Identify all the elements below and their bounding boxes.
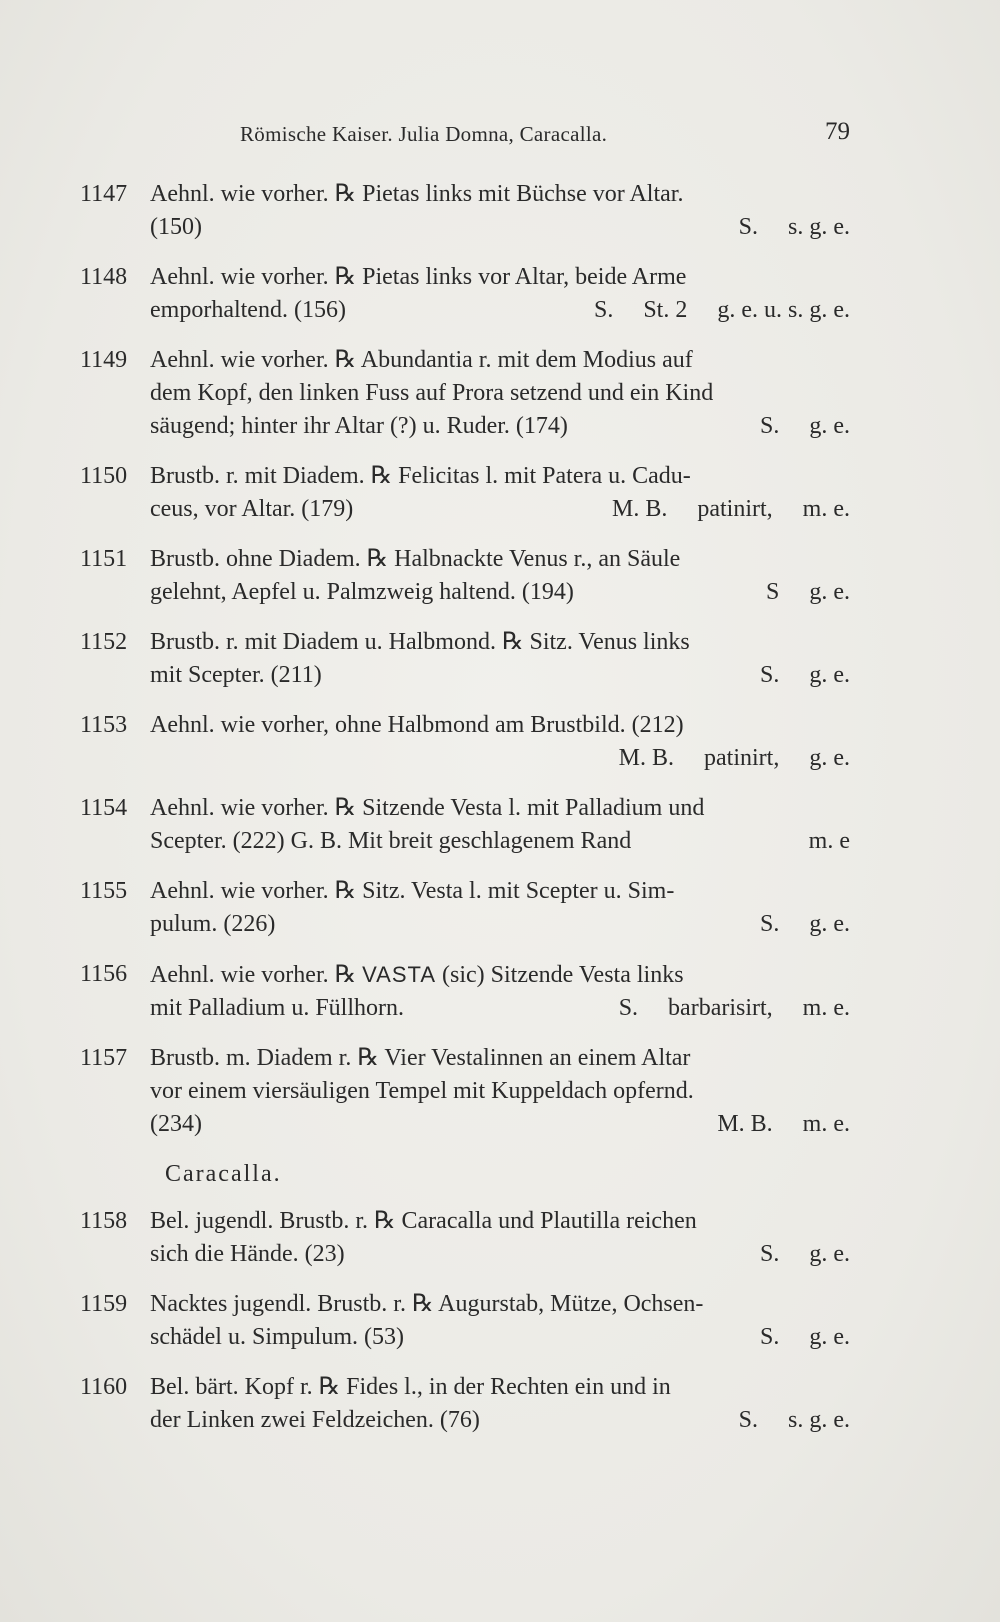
entry-list-caracalla	[80, 1205, 850, 1437]
entry-description	[150, 1288, 850, 1354]
entry-line	[150, 294, 850, 327]
entry-description	[150, 261, 850, 327]
entry-line-text: Brustb. m. Diadem r. ℞ Vier Vestalinnen an einem Altar	[150, 1045, 691, 1071]
entry-line	[150, 1238, 850, 1271]
entry-line	[150, 958, 850, 992]
entry-line	[150, 792, 850, 825]
entry-line-text: Aehnl. wie vorher. ℞ Sitz. Vesta l. mit Scepter u. Sim-	[150, 878, 675, 904]
entry-line-text: pulum. (226)	[150, 911, 276, 937]
entry-line	[150, 1321, 850, 1354]
entry-line-text: (234)	[150, 1111, 202, 1137]
entry-attributes	[594, 294, 850, 327]
entry-number: 1150	[80, 463, 128, 489]
entry-attributes	[619, 742, 850, 775]
entry-line	[150, 709, 850, 742]
entry-attribute: M. B.	[611, 496, 668, 522]
entry-description	[150, 958, 850, 1025]
entry-number: 1158	[80, 1208, 128, 1234]
section-heading: Caracalla.	[165, 1161, 282, 1187]
entry-number: 1147	[80, 181, 128, 207]
entry-text-part: (sic) Sitzende Vesta links	[442, 962, 684, 988]
entry-line-text: der Linken zwei Feldzeichen. (76)	[150, 1407, 480, 1433]
entry-description	[150, 178, 850, 244]
entry-attributes	[760, 410, 850, 443]
entry-attribute: patinirt,	[697, 496, 773, 522]
entry-attribute: s. g. e.	[788, 1407, 850, 1433]
entry-attribute: s. g. e.	[788, 214, 850, 240]
entry-line-text	[150, 958, 684, 992]
entry-line-text: schädel u. Simpulum. (53)	[150, 1324, 404, 1350]
entry-attribute: m. e	[808, 828, 850, 854]
entry-number: 1156	[80, 961, 128, 987]
entry-line-text: mit Scepter. (211)	[150, 662, 322, 688]
entry-line-text: Aehnl. wie vorher. ℞ Pietas links vor Altar, beide Arme	[150, 264, 687, 290]
entry-number: 1152	[80, 629, 128, 655]
catalog-content	[80, 178, 850, 1454]
entry-number: 1155	[80, 878, 128, 904]
entry-description	[150, 1042, 850, 1141]
entry-line	[150, 1288, 850, 1321]
entry-attributes	[760, 659, 850, 692]
catalog-entry	[80, 875, 850, 941]
entry-attributes	[619, 992, 850, 1025]
entry-line	[150, 1075, 850, 1108]
entry-attributes	[612, 493, 850, 526]
entry-line-text: Brustb. r. mit Diadem u. Halbmond. ℞ Sitz. Venus links	[150, 629, 690, 655]
page-number: 79	[825, 118, 850, 145]
entry-attribute: g. e.	[809, 579, 850, 605]
entry-description	[150, 1205, 850, 1271]
entry-line-text: ceus, vor Altar. (179)	[150, 496, 354, 522]
entry-attributes	[809, 825, 850, 858]
catalog-entry	[80, 1205, 850, 1271]
catalog-entry	[80, 792, 850, 858]
entry-line	[150, 825, 850, 858]
catalog-entry	[80, 958, 850, 1025]
entry-line-text: gelehnt, Aepfel u. Palmzweig haltend. (194)	[150, 579, 574, 605]
entry-attributes	[760, 1238, 850, 1271]
entry-description	[150, 460, 850, 526]
entry-line	[150, 543, 850, 576]
catalog-entry	[80, 178, 850, 244]
entry-line	[150, 493, 850, 526]
entry-number: 1157	[80, 1045, 128, 1071]
entry-line	[150, 659, 850, 692]
entry-attribute: S.	[759, 413, 780, 439]
entry-attribute: g. e.	[809, 1241, 850, 1267]
entry-line	[150, 875, 850, 908]
entry-attribute: S.	[738, 1407, 758, 1433]
entry-attribute: g. e.	[809, 1324, 850, 1350]
entry-attribute: S.	[759, 1324, 780, 1350]
entry-attribute: S.	[618, 995, 639, 1021]
entry-attribute: S.	[759, 911, 780, 937]
entry-attributes	[760, 908, 850, 941]
entry-number: 1160	[80, 1374, 128, 1400]
entry-line	[150, 1108, 850, 1141]
entry-attribute: M. B.	[717, 1111, 773, 1137]
entry-number: 1151	[80, 546, 128, 572]
entry-line-text: Aehnl. wie vorher. ℞ Sitzende Vesta l. mit Palladium und	[150, 795, 705, 821]
entry-line-text: Bel. bärt. Kopf r. ℞ Fides l., in der Rechten ein und in	[150, 1374, 671, 1400]
entry-attribute: patinirt,	[704, 745, 780, 771]
entry-line	[150, 460, 850, 493]
catalog-entry	[80, 709, 850, 775]
entry-line-text: Aehnl. wie vorher. ℞ Pietas links mit Büchse vor Altar.	[150, 181, 684, 207]
entry-attribute: g. e.	[809, 745, 850, 771]
entry-attributes	[739, 1404, 850, 1437]
entry-description	[150, 792, 850, 858]
catalog-entry	[80, 626, 850, 692]
entry-attributes	[717, 1108, 850, 1141]
entry-text-part: Aehnl. wie vorher. ℞	[150, 962, 357, 988]
catalog-entry	[80, 460, 850, 526]
entry-line-text: säugend; hinter ihr Altar (?) u. Ruder. (174)	[150, 413, 568, 439]
entry-number: 1153	[80, 712, 128, 738]
entry-description	[150, 709, 850, 775]
catalog-entry	[80, 543, 850, 609]
catalog-entry	[80, 261, 850, 327]
catalog-entry	[80, 1042, 850, 1141]
entry-attribute: S.	[759, 662, 780, 688]
entry-line	[150, 211, 850, 244]
entry-line	[150, 908, 850, 941]
entry-line-text: Nacktes jugendl. Brustb. r. ℞ Augurstab, Mütze, Ochsen-	[150, 1291, 704, 1317]
entry-line-text: Bel. jugendl. Brustb. r. ℞ Caracalla und Plautilla reichen	[150, 1208, 697, 1234]
entry-attribute: S	[765, 579, 780, 605]
entry-attribute: m. e.	[802, 496, 850, 522]
entry-line-text: Brustb. r. mit Diadem. ℞ Felicitas l. mit Patera u. Cadu-	[150, 463, 691, 489]
entry-line-text: Brustb. ohne Diadem. ℞ Halbnackte Venus r., an Säule	[150, 546, 681, 572]
entry-line	[150, 1404, 850, 1437]
entry-line-text: mit Palladium u. Füllhorn.	[150, 995, 405, 1021]
entry-attributes	[760, 1321, 850, 1354]
entry-description	[150, 543, 850, 609]
entry-line	[150, 261, 850, 294]
entry-line	[150, 377, 850, 410]
entry-list-julia-domna	[80, 178, 850, 1141]
entry-line-text: (150)	[150, 214, 202, 240]
entry-line	[150, 178, 850, 211]
entry-attribute: S.	[593, 297, 614, 323]
entry-description	[150, 1371, 850, 1437]
entry-attributes	[739, 211, 850, 244]
entry-attribute: g. e.	[809, 413, 850, 439]
page-header	[80, 118, 850, 158]
entry-number: 1159	[80, 1291, 128, 1317]
entry-attribute: g. e.	[809, 911, 850, 937]
entry-line-text: Scepter. (222) G. B. Mit breit geschlagenem Rand	[150, 828, 632, 854]
entry-line	[150, 626, 850, 659]
entry-attribute: M. B.	[618, 745, 675, 771]
entry-attribute: barbarisirt,	[668, 995, 773, 1021]
entry-attribute: S.	[738, 214, 758, 240]
running-head: Römische Kaiser. Julia Domna, Caracalla.	[240, 122, 608, 146]
entry-description	[150, 875, 850, 941]
entry-attributes	[766, 576, 850, 609]
entry-line	[150, 410, 850, 443]
entry-number: 1154	[80, 795, 128, 821]
entry-line	[150, 1205, 850, 1238]
entry-attribute: m. e.	[802, 995, 850, 1021]
legend-capitals: VASTA	[362, 962, 437, 987]
catalog-entry	[80, 1371, 850, 1437]
entry-number: 1149	[80, 347, 128, 373]
entry-description	[150, 344, 850, 443]
entry-line-text: Aehnl. wie vorher, ohne Halbmond am Brustbild. (212)	[150, 712, 684, 738]
entry-line	[150, 1042, 850, 1075]
entry-attribute: St. 2	[643, 297, 688, 323]
entry-line	[150, 992, 850, 1025]
entry-attribute: m. e.	[802, 1111, 850, 1137]
entry-line-text: Aehnl. wie vorher. ℞ Abundantia r. mit dem Modius auf	[150, 347, 693, 373]
entry-line	[150, 742, 850, 775]
entry-line-text: emporhaltend. (156)	[150, 297, 346, 323]
entry-attribute: S.	[759, 1241, 780, 1267]
entry-description	[150, 626, 850, 692]
catalog-entry	[80, 1288, 850, 1354]
entry-line-text: vor einem viersäuligen Tempel mit Kuppeldach opfernd.	[150, 1078, 694, 1104]
catalog-entry	[80, 344, 850, 443]
entry-attribute: g. e. u. s. g. e.	[717, 297, 850, 323]
entry-line-text: sich die Hände. (23)	[150, 1241, 345, 1267]
entry-line	[150, 344, 850, 377]
entry-line	[150, 576, 850, 609]
entry-number: 1148	[80, 264, 128, 290]
entry-line-text: dem Kopf, den linken Fuss auf Prora setzend und ein Kind	[150, 380, 714, 406]
entry-attribute: g. e.	[809, 662, 850, 688]
entry-line	[150, 1371, 850, 1404]
